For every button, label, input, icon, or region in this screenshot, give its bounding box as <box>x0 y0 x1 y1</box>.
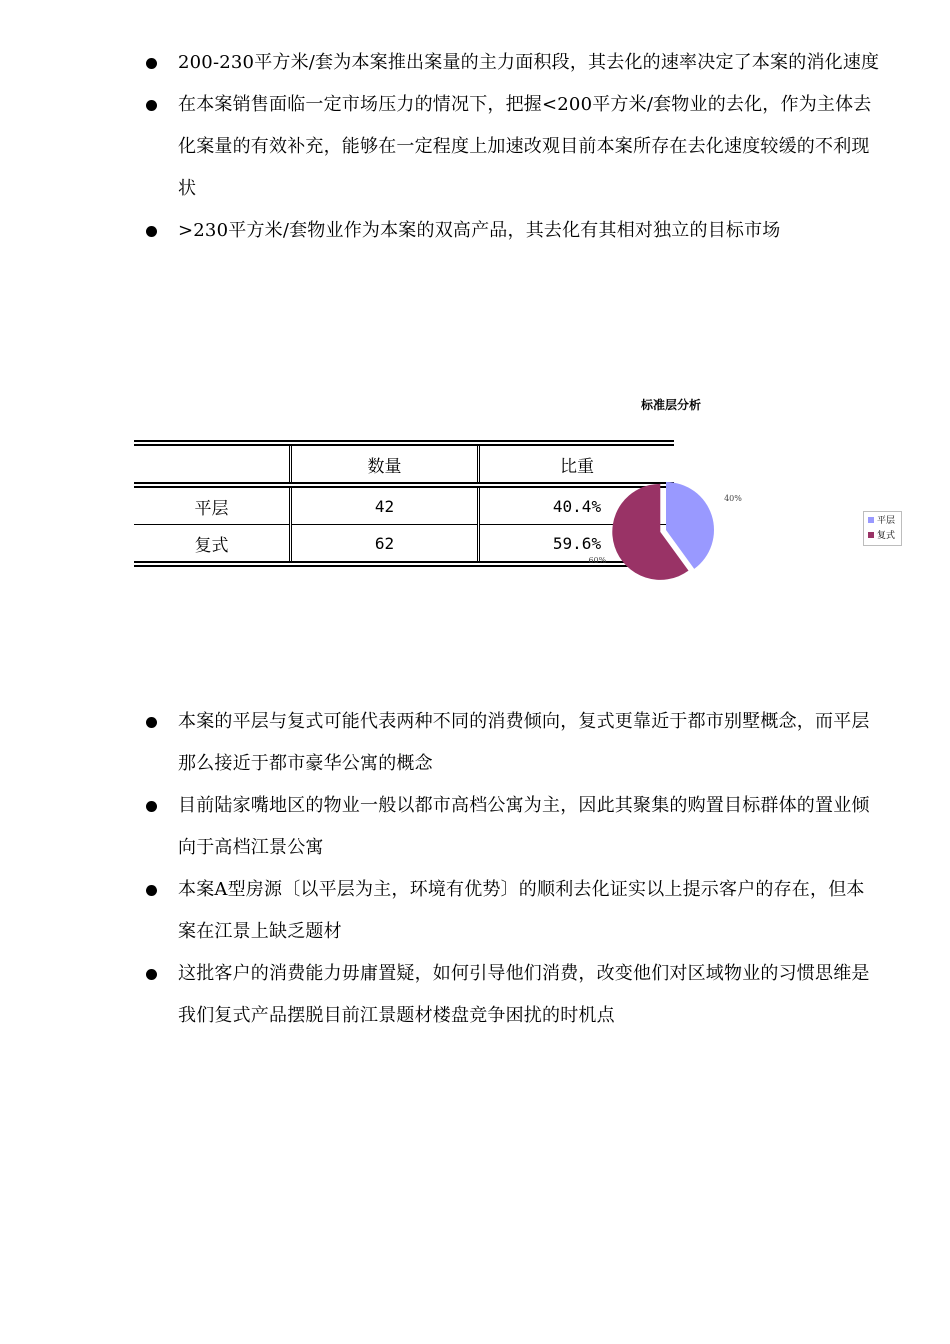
row-count-cell: 62 <box>291 525 479 565</box>
table-header-count: 数量 <box>291 443 479 485</box>
bullet-item <box>145 84 880 210</box>
row-count-cell: 42 <box>291 485 479 525</box>
legend-label: 复式 <box>877 531 896 541</box>
bullet-dot-icon <box>146 58 157 69</box>
pie-data-label: 40% <box>724 493 742 503</box>
bullet-text: 这批客户的消费能力毋庸置疑，如何引导他们消费，改变他们对区域物业的习惯思维是我们复式产品摆脱目前江景题材楼盘竞争困扰的时机点 <box>178 963 870 1026</box>
bullet-dot-icon <box>146 717 157 728</box>
legend-item <box>868 530 895 542</box>
table-header-blank <box>134 443 291 485</box>
legend-swatch-icon <box>868 517 874 523</box>
bullet-text: 本案的平层与复式可能代表两种不同的消费倾向，复式更靠近于都市别墅概念，而平层那么接近于都市豪华公寓的概念 <box>178 711 870 774</box>
bullet-item <box>145 210 880 252</box>
bullet-item <box>145 701 880 785</box>
legend-item <box>868 515 895 527</box>
bullet-text: 目前陆家嘴地区的物业一般以都市高档公寓为主，因此其聚集的购置目标群体的置业倾向于高档江景公寓 <box>178 795 870 858</box>
pie-chart <box>580 470 750 590</box>
bullet-dot-icon <box>146 100 157 111</box>
chart-title: 标准层分析 <box>641 398 702 412</box>
bullet-item <box>145 953 880 1037</box>
table-header-share: 比重 <box>479 443 675 485</box>
bullet-item <box>145 42 880 84</box>
row-type-cell: 平层 <box>134 485 291 525</box>
row-share-cell: 59.6% <box>479 525 675 565</box>
bullet-dot-icon <box>146 885 157 896</box>
row-share-cell: 40.4% <box>479 485 675 525</box>
row-type-cell: 复式 <box>134 525 291 565</box>
intro-bullet-list <box>145 42 880 252</box>
bullet-dot-icon <box>146 969 157 980</box>
bullet-text: 200-230平方米/套为本案推出案量的主力面积段，其去化的速率决定了本案的消化速度 <box>178 52 880 73</box>
legend-label: 平层 <box>877 516 896 526</box>
bullet-dot-icon <box>146 801 157 812</box>
legend-swatch-icon <box>868 532 874 538</box>
analysis-bullet-list <box>145 701 880 1037</box>
bullet-text: 在本案销售面临一定市场压力的情况下，把握<200平方米/套物业的去化，作为主体去化案量的有效补充，能够在一定程度上加速改观目前本案所存在去化速度较缓的不利现状 <box>178 94 872 199</box>
pie-data-label: 60% <box>588 556 607 566</box>
bullet-text: >230平方米/套物业作为本案的双高产品，其去化有其相对独立的目标市场 <box>178 220 781 241</box>
chart-legend <box>863 511 902 546</box>
bullet-dot-icon <box>146 226 157 237</box>
bullet-text: 本案A型房源〔以平层为主，环境有优势〕的顺利去化证实以上提示客户的存在，但本案在江景上缺乏题材 <box>178 879 865 942</box>
bullet-item <box>145 869 880 953</box>
bullet-item <box>145 785 880 869</box>
